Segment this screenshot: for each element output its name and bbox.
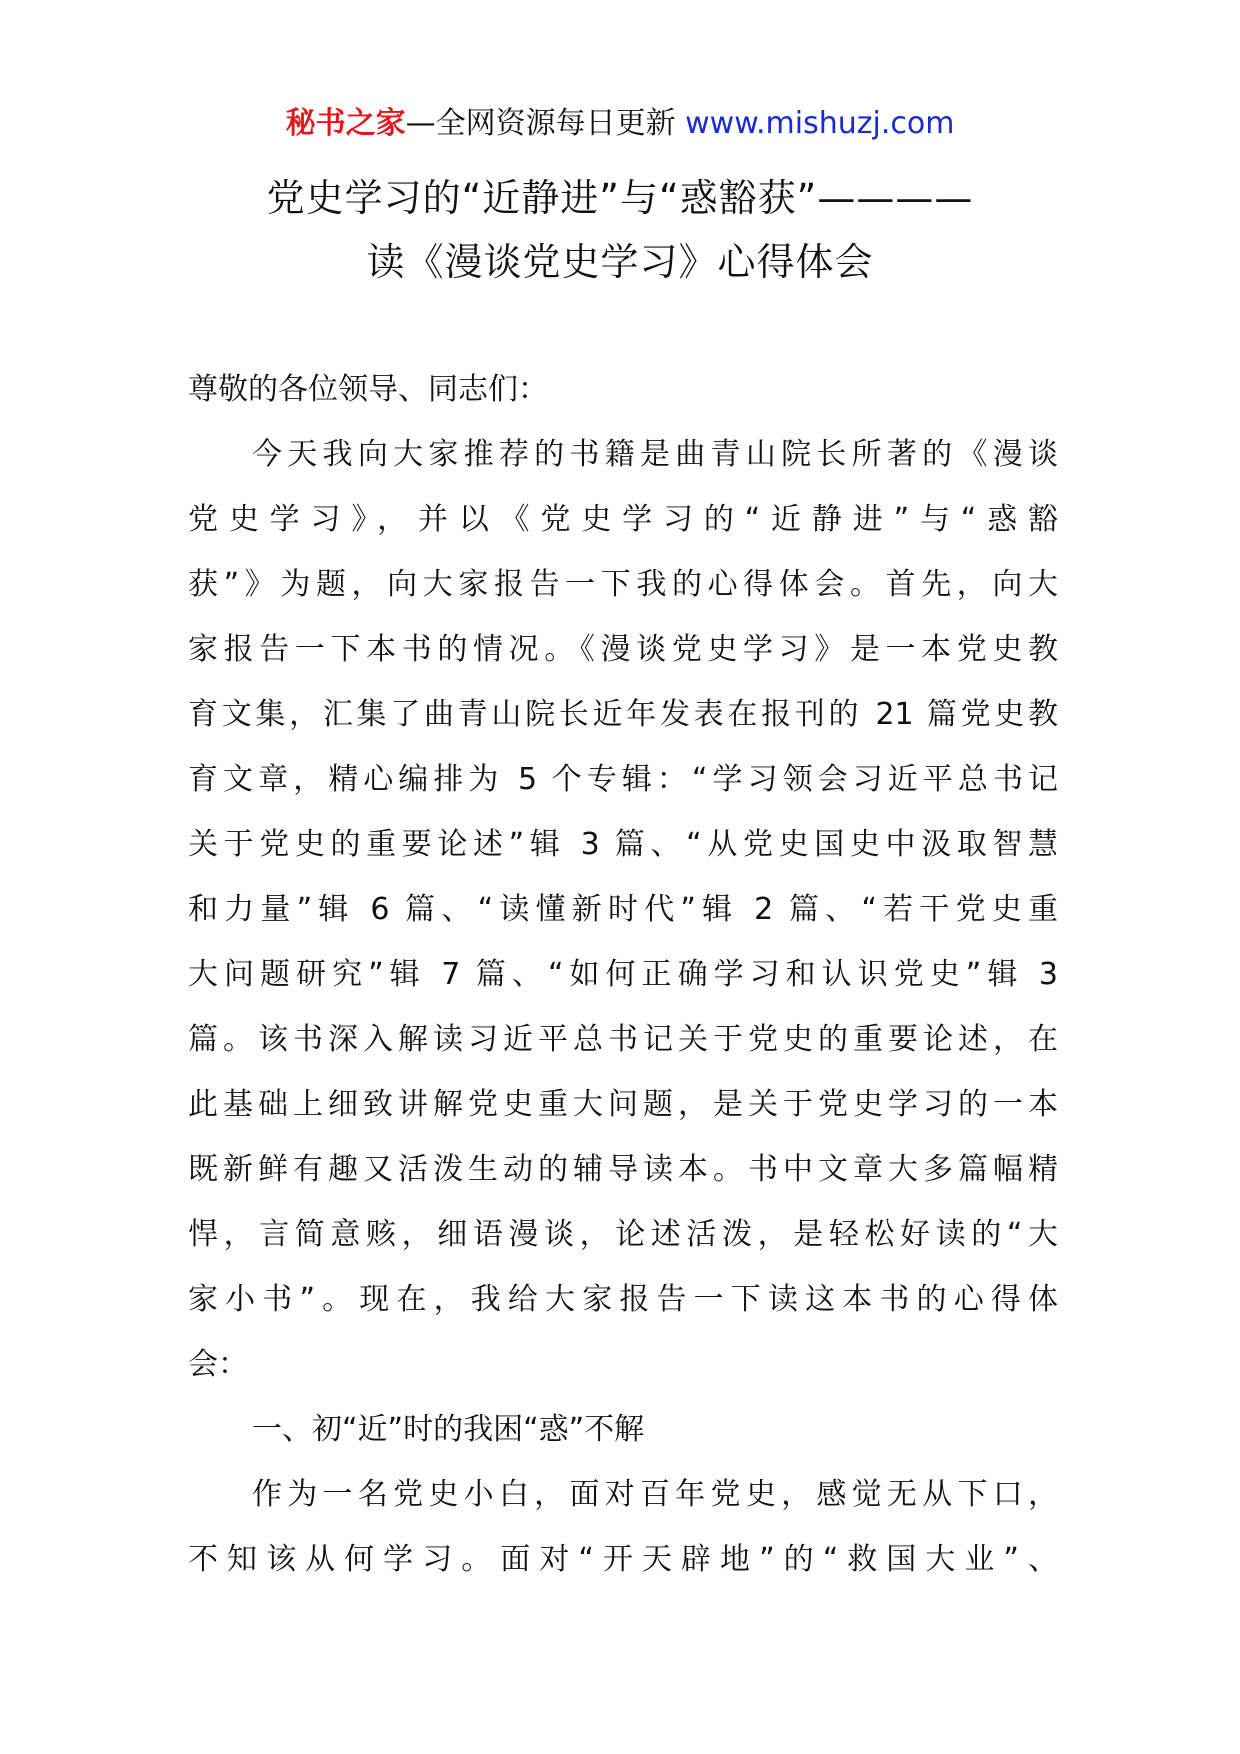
site-name: 秘书之家 — [285, 106, 406, 141]
paragraph-line: 和力量”辑 6 篇、“读懂新时代”辑 2 篇、“若干党史重 — [188, 892, 1058, 927]
paragraph-line: 育文章，精心编排为 5 个专辑：“学习领会习近平总书记 — [188, 762, 1058, 797]
site-url-link[interactable]: www.mishuzj.com — [685, 106, 955, 141]
paragraph-line: 大问题研究”辑 7 篇、“如何正确学习和认识党史”辑 3 — [188, 957, 1058, 992]
paragraph-line: 悍，言简意赅，细语漫谈，论述活泼，是轻松好读的“大 — [188, 1217, 1058, 1252]
paragraph-line: 家报告一下本书的情况。《漫谈党史学习》是一本党史教 — [188, 632, 1058, 667]
title-line-2: 读《漫谈党史学习》心得体会 — [366, 240, 874, 284]
paragraph-line: 家小书”。现在，我给大家报告一下读这本书的心得体 — [188, 1282, 1058, 1317]
paragraph-line: 既新鲜有趣又活泼生动的辅导读本。书中文章大多篇幅精 — [188, 1152, 1058, 1187]
section-heading: 一、初“近”时的我困“惑”不解 — [252, 1412, 645, 1447]
paragraph-line: 会： — [188, 1347, 248, 1382]
paragraph-line: 此基础上细致讲解党史重大问题，是关于党史学习的一本 — [188, 1087, 1058, 1122]
title-line-1: 党史学习的“近静进”与“惑豁获”———— — [266, 176, 974, 220]
paragraph-line: 不知该从何学习。面对“开天辟地”的“救国大业”、 — [188, 1542, 1058, 1577]
paragraph-line: 育文集，汇集了曲青山院长近年发表在报刊的 21 篇党史教 — [188, 697, 1058, 732]
document-body — [188, 357, 1058, 1592]
site-slogan: —全网资源每日更新 — [405, 106, 686, 141]
site-header — [0, 104, 1240, 144]
greeting: 尊敬的各位领导、同志们： — [188, 372, 548, 407]
paragraph-line: 关于党史的重要论述”辑 3 篇、“从党史国史中汲取智慧 — [188, 827, 1058, 862]
paragraph-line: 获”》为题，向大家报告一下我的心得体会。首先，向大 — [188, 567, 1058, 602]
paragraph-line: 今天我向大家推荐的书籍是曲青山院长所著的《漫谈 — [252, 437, 1058, 472]
paragraph-line: 作为一名党史小白，面对百年党史，感觉无从下口， — [252, 1477, 1058, 1512]
document-title — [180, 166, 1060, 294]
paragraph-line: 篇。该书深入解读习近平总书记关于党史的重要论述，在 — [188, 1022, 1058, 1057]
paragraph-line: 党史学习》，并以《党史学习的“近静进”与“惑豁 — [188, 502, 1058, 537]
